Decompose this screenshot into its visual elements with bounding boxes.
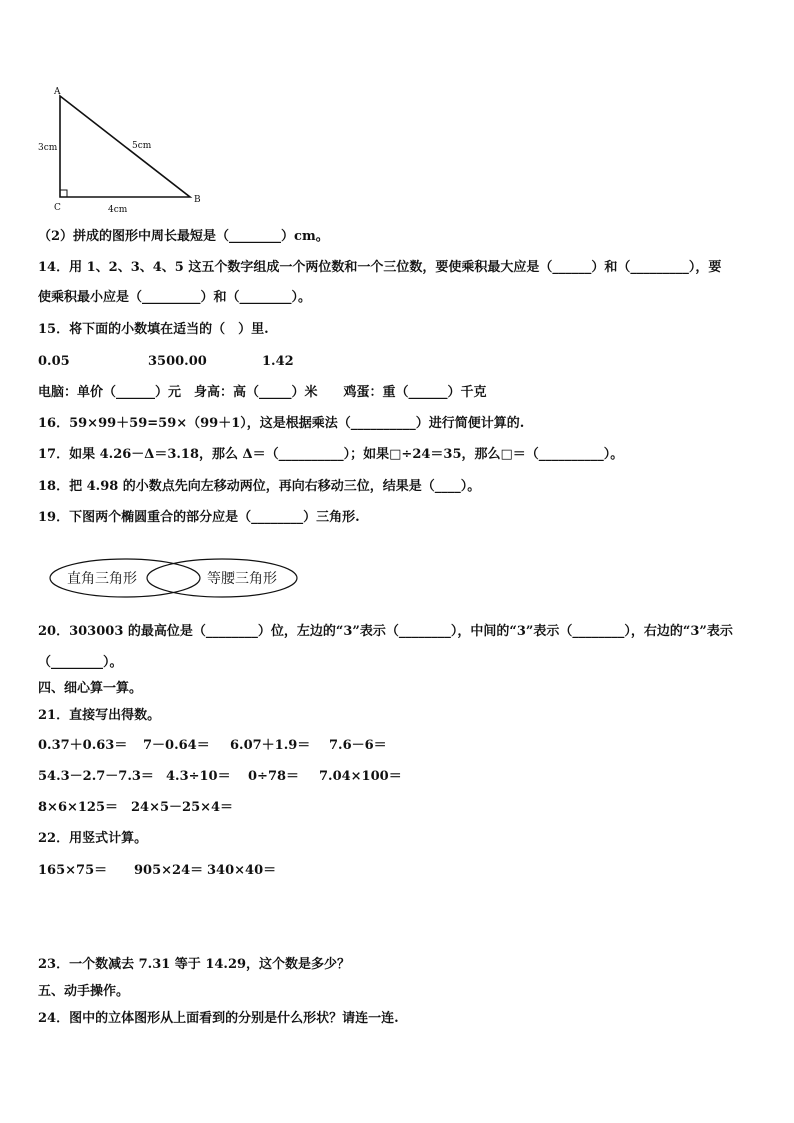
calc-item: 7.6－6＝ [329,738,387,753]
question-15-title: 15．将下面的小数填在适当的（ ）里. [38,322,269,337]
calc-item: 4.3÷10＝ [166,769,231,784]
decimal-number: 1.42 [262,354,294,369]
question-15-numbers [38,353,294,371]
section-5-title: 五、动手操作。 [38,984,130,999]
question-20-line1: 20．303003 的最高位是（________）位，左边的“3”表示（________），中间的“3”表示（________），右边的“3”表示 [38,624,733,639]
question-21-row-2 [38,768,402,786]
question-21-row-3 [38,799,233,817]
ellipse-left-label: 直角三角形 [67,571,137,587]
calc-item: 6.07＋1.9＝ [230,738,311,753]
side-cb-label: 4cm [108,205,128,215]
question-16: 16．59×99＋59=59×（99＋1），这是根据乘法（__________）进行简便计算的. [38,416,525,431]
question-22-items [38,862,276,880]
right-triangle-figure [30,82,210,217]
calc-item: 0.37＋0.63＝ [38,738,128,753]
vertex-a-label: A [54,87,61,97]
decimal-number: 0.05 [38,354,70,369]
question-17: 17．如果 4.26－Δ＝3.18，那么 Δ＝（__________）；如果□÷24＝35，那么□＝（__________）。 [38,447,624,462]
question-18: 18．把 4.98 的小数点先向左移动两位，再向右移动三位，结果是（____）。 [38,479,481,494]
calc-item: 0÷78＝ [248,769,300,784]
question-13-part2: （2）拼成的图形中周长最短是（________）cm。 [38,229,329,244]
calc-item: 7－0.64＝ [143,738,210,753]
side-ac-label: 3cm [38,143,58,153]
question-19: 19．下图两个椭圆重合的部分应是（________）三角形. [38,510,360,525]
calc-item: 8×6×125＝ [38,800,119,815]
section-4-title: 四、细心算一算。 [38,681,143,696]
ellipse-right-label: 等腰三角形 [207,571,277,587]
side-ab-label: 5cm [132,141,152,151]
vertex-b-label: B [194,195,201,205]
vertex-c-label: C [54,203,61,213]
question-15-fill-line: 电脑：单价（______）元 身高：高（_____）米 鸡蛋：重（______）千克 [38,385,487,400]
question-21-title: 21．直接写出得数。 [38,708,161,723]
calc-item: 7.04×100＝ [319,769,402,784]
question-14-line2: 使乘积最小应是（_________）和（________）。 [38,290,312,305]
question-21-row-1 [38,737,387,755]
question-24: 24．图中的立体图形从上面看到的分别是什么形状？请连一连. [38,1011,399,1026]
calc-item: 165×75＝ [38,863,108,878]
decimal-number: 3500.00 [148,354,207,369]
question-20-line2: （________）。 [38,655,123,670]
calc-item: 905×24＝ [134,863,204,878]
triangle-shape [60,96,190,197]
question-23: 23．一个数减去 7.31 等于 14.29，这个数是多少？ [38,957,351,972]
calc-item: 340×40＝ [207,863,277,878]
question-14-line1: 14．用 1、2、3、4、5 这五个数字组成一个两位数和一个三位数，要使乘积最大应是（______）和（_________），要 [38,260,722,275]
calc-item: 24×5－25×4＝ [131,800,234,815]
right-angle-marker [60,190,67,197]
question-22-title: 22．用竖式计算。 [38,831,148,846]
calc-item: 54.3－2.7－7.3＝ [38,769,154,784]
overlapping-ellipses-figure [48,556,300,600]
